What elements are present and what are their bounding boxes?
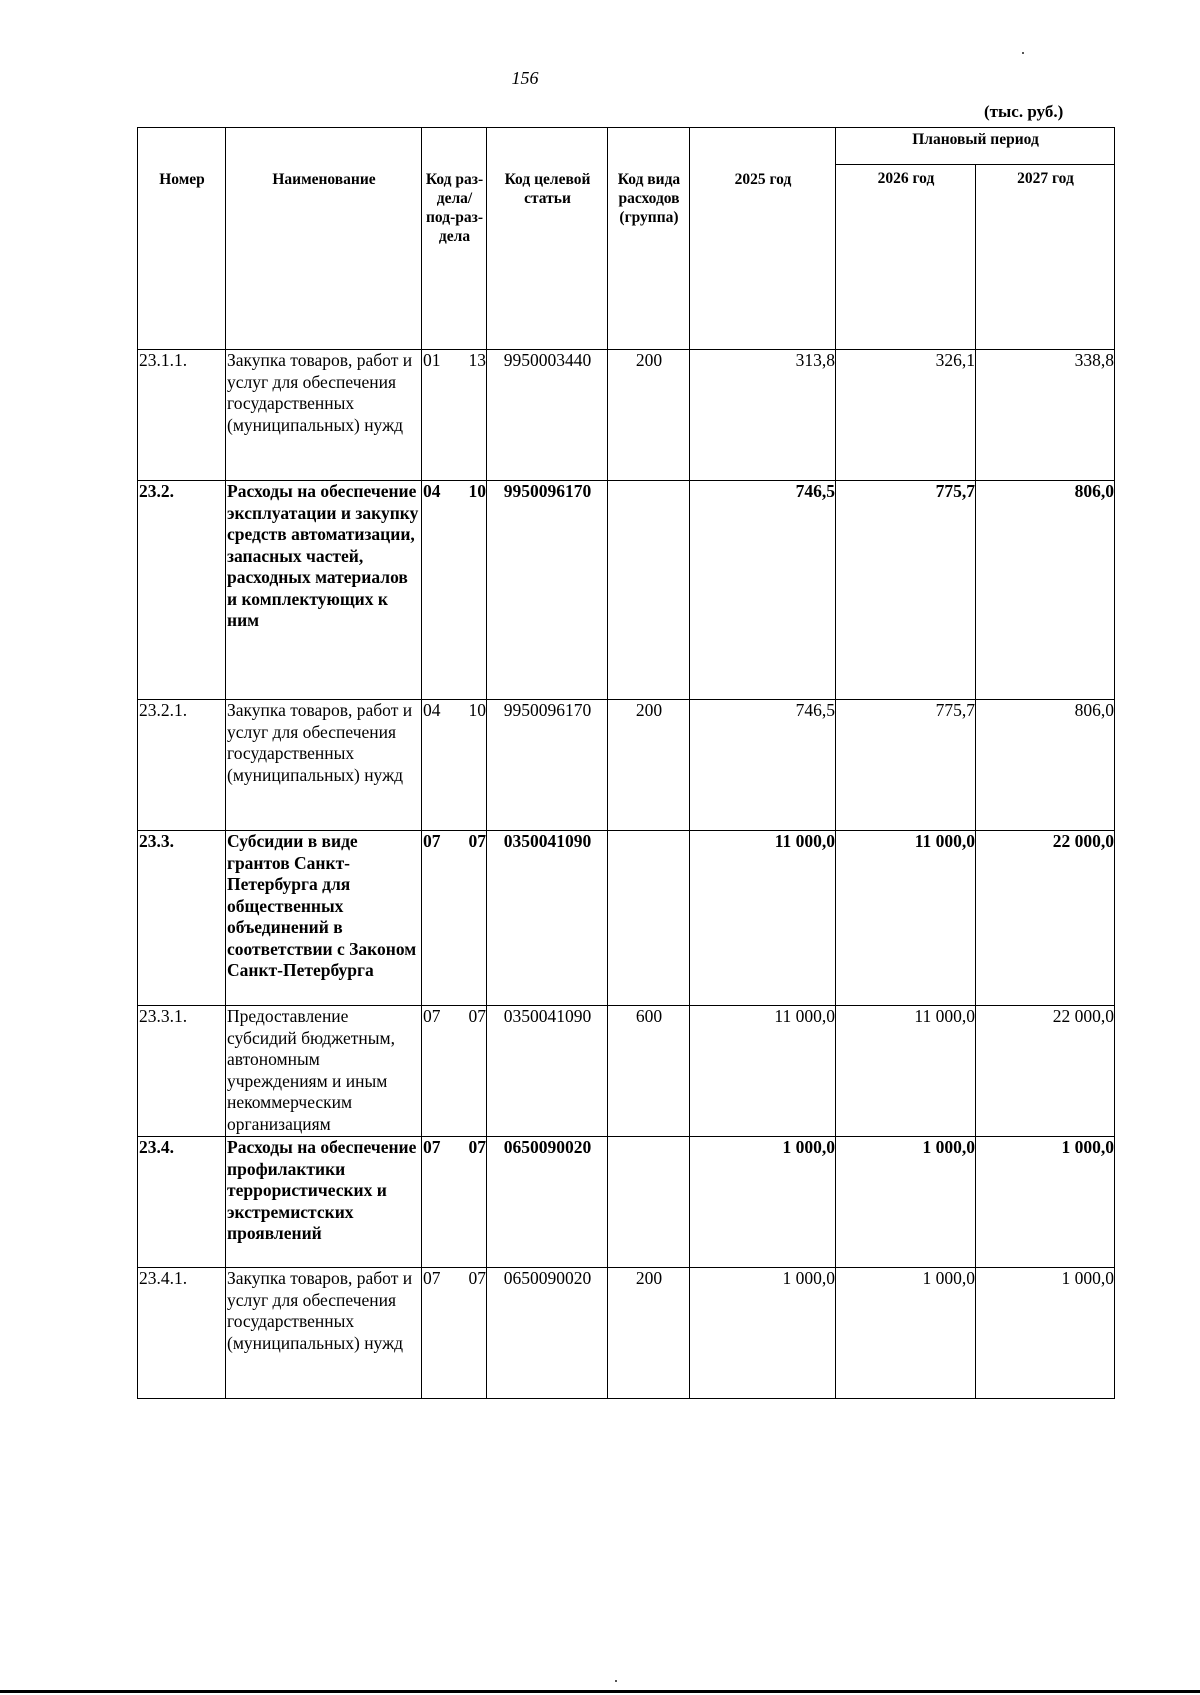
- podrazdel-code: 10: [468, 481, 486, 501]
- podrazdel-code: 10: [468, 700, 486, 720]
- row-amount-2027: 806,0: [976, 700, 1115, 831]
- row-expense-type: 200: [608, 350, 690, 481]
- scan-speck: [1022, 52, 1024, 54]
- row-target-code: 0350041090: [487, 831, 608, 1006]
- row-section-code: [422, 1268, 487, 1399]
- row-amount-2025: 1 000,0: [690, 1268, 836, 1399]
- row-amount-2025: 1 000,0: [690, 1137, 836, 1268]
- table-row: [138, 1006, 1115, 1137]
- units-label: (тыс. руб.): [984, 102, 1064, 121]
- razdel-code: 01: [423, 350, 441, 370]
- row-name: Расходы на обеспечение профилактики террористических и экстремистских проявлений: [226, 1137, 422, 1268]
- row-amount-2026: 775,7: [836, 700, 976, 831]
- row-number: 23.2.: [138, 481, 226, 700]
- razdel-code: 07: [423, 831, 441, 851]
- header-number: Номер: [138, 128, 226, 350]
- row-amount-2025: 746,5: [690, 481, 836, 700]
- row-number: 23.3.1.: [138, 1006, 226, 1137]
- row-section-code: [422, 1006, 487, 1137]
- row-target-code: 9950096170: [487, 700, 608, 831]
- row-target-code: 9950096170: [487, 481, 608, 700]
- podrazdel-code: 07: [468, 831, 486, 851]
- razdel-code: 04: [423, 700, 441, 720]
- row-amount-2025: 746,5: [690, 700, 836, 831]
- row-expense-type: 200: [608, 700, 690, 831]
- header-planned-period: Плановый период: [836, 128, 1115, 165]
- row-target-code: 9950003440: [487, 350, 608, 481]
- row-amount-2025: 11 000,0: [690, 831, 836, 1006]
- table-row: [138, 1268, 1115, 1399]
- row-section-code: [422, 350, 487, 481]
- razdel-code: 07: [423, 1006, 441, 1026]
- row-expense-type: 200: [608, 1268, 690, 1399]
- header-year-2027: 2027 год: [976, 165, 1115, 350]
- razdel-code: 07: [423, 1268, 441, 1288]
- header-expense-type-code: Код вида расходов (группа): [608, 128, 690, 350]
- row-number: 23.4.1.: [138, 1268, 226, 1399]
- razdel-code: 07: [423, 1137, 441, 1157]
- row-amount-2025: 313,8: [690, 350, 836, 481]
- row-target-code: 0350041090: [487, 1006, 608, 1137]
- table-row: [138, 481, 1115, 700]
- table-row: [138, 350, 1115, 481]
- row-section-code: [422, 700, 487, 831]
- podrazdel-code: 07: [468, 1268, 486, 1288]
- header-year-2026: 2026 год: [836, 165, 976, 350]
- header-year-2025: 2025 год: [690, 128, 836, 350]
- row-amount-2026: 11 000,0: [836, 831, 976, 1006]
- row-name: Закупка товаров, работ и услуг для обеспечения государственных (муниципальных) нужд: [226, 1268, 422, 1399]
- header-section-code: Код раз-дела/ под-раз-дела: [422, 128, 487, 350]
- razdel-code: 04: [423, 481, 441, 501]
- podrazdel-code: 13: [468, 350, 486, 370]
- row-number: 23.3.: [138, 831, 226, 1006]
- row-amount-2027: 22 000,0: [976, 1006, 1115, 1137]
- row-name: Закупка товаров, работ и услуг для обеспечения государственных (муниципальных) нужд: [226, 350, 422, 481]
- scan-bottom-edge: [0, 1690, 1200, 1693]
- budget-table: [137, 127, 1115, 1399]
- row-target-code: 0650090020: [487, 1137, 608, 1268]
- row-amount-2026: 1 000,0: [836, 1268, 976, 1399]
- row-section-code: [422, 481, 487, 700]
- row-amount-2026: 775,7: [836, 481, 976, 700]
- row-amount-2027: 22 000,0: [976, 831, 1115, 1006]
- row-expense-type: [608, 1137, 690, 1268]
- podrazdel-code: 07: [468, 1137, 486, 1157]
- row-amount-2027: 338,8: [976, 350, 1115, 481]
- podrazdel-code: 07: [468, 1006, 486, 1026]
- row-expense-type: [608, 481, 690, 700]
- page-number: 156: [511, 68, 539, 88]
- row-amount-2027: 1 000,0: [976, 1268, 1115, 1399]
- row-amount-2027: 806,0: [976, 481, 1115, 700]
- row-number: 23.2.1.: [138, 700, 226, 831]
- table-row: [138, 831, 1115, 1006]
- row-amount-2025: 11 000,0: [690, 1006, 836, 1137]
- row-name: Закупка товаров, работ и услуг для обеспечения государственных (муниципальных) нужд: [226, 700, 422, 831]
- header-name: Наименование: [226, 128, 422, 350]
- row-number: 23.1.1.: [138, 350, 226, 481]
- header-target-code: Код целевой статьи: [487, 128, 608, 350]
- row-amount-2026: 1 000,0: [836, 1137, 976, 1268]
- table-row: [138, 700, 1115, 831]
- row-name: Предоставление субсидий бюджетным, автономным учреждениям и иным некоммерческим организациям: [226, 1006, 422, 1137]
- row-amount-2026: 11 000,0: [836, 1006, 976, 1137]
- row-number: 23.4.: [138, 1137, 226, 1268]
- row-amount-2027: 1 000,0: [976, 1137, 1115, 1268]
- row-name: Расходы на обеспечение эксплуатации и закупку средств автоматизации, запасных частей, расходных материалов и комплектующих к ним: [226, 481, 422, 700]
- row-name: Субсидии в виде грантов Санкт-Петербурга для общественных объединений в соответствии с Законом Санкт-Петербурга: [226, 831, 422, 1006]
- row-expense-type: [608, 831, 690, 1006]
- row-expense-type: 600: [608, 1006, 690, 1137]
- row-amount-2026: 326,1: [836, 350, 976, 481]
- scan-speck: [615, 1680, 617, 1682]
- row-section-code: [422, 1137, 487, 1268]
- row-section-code: [422, 831, 487, 1006]
- row-target-code: 0650090020: [487, 1268, 608, 1399]
- table-row: [138, 1137, 1115, 1268]
